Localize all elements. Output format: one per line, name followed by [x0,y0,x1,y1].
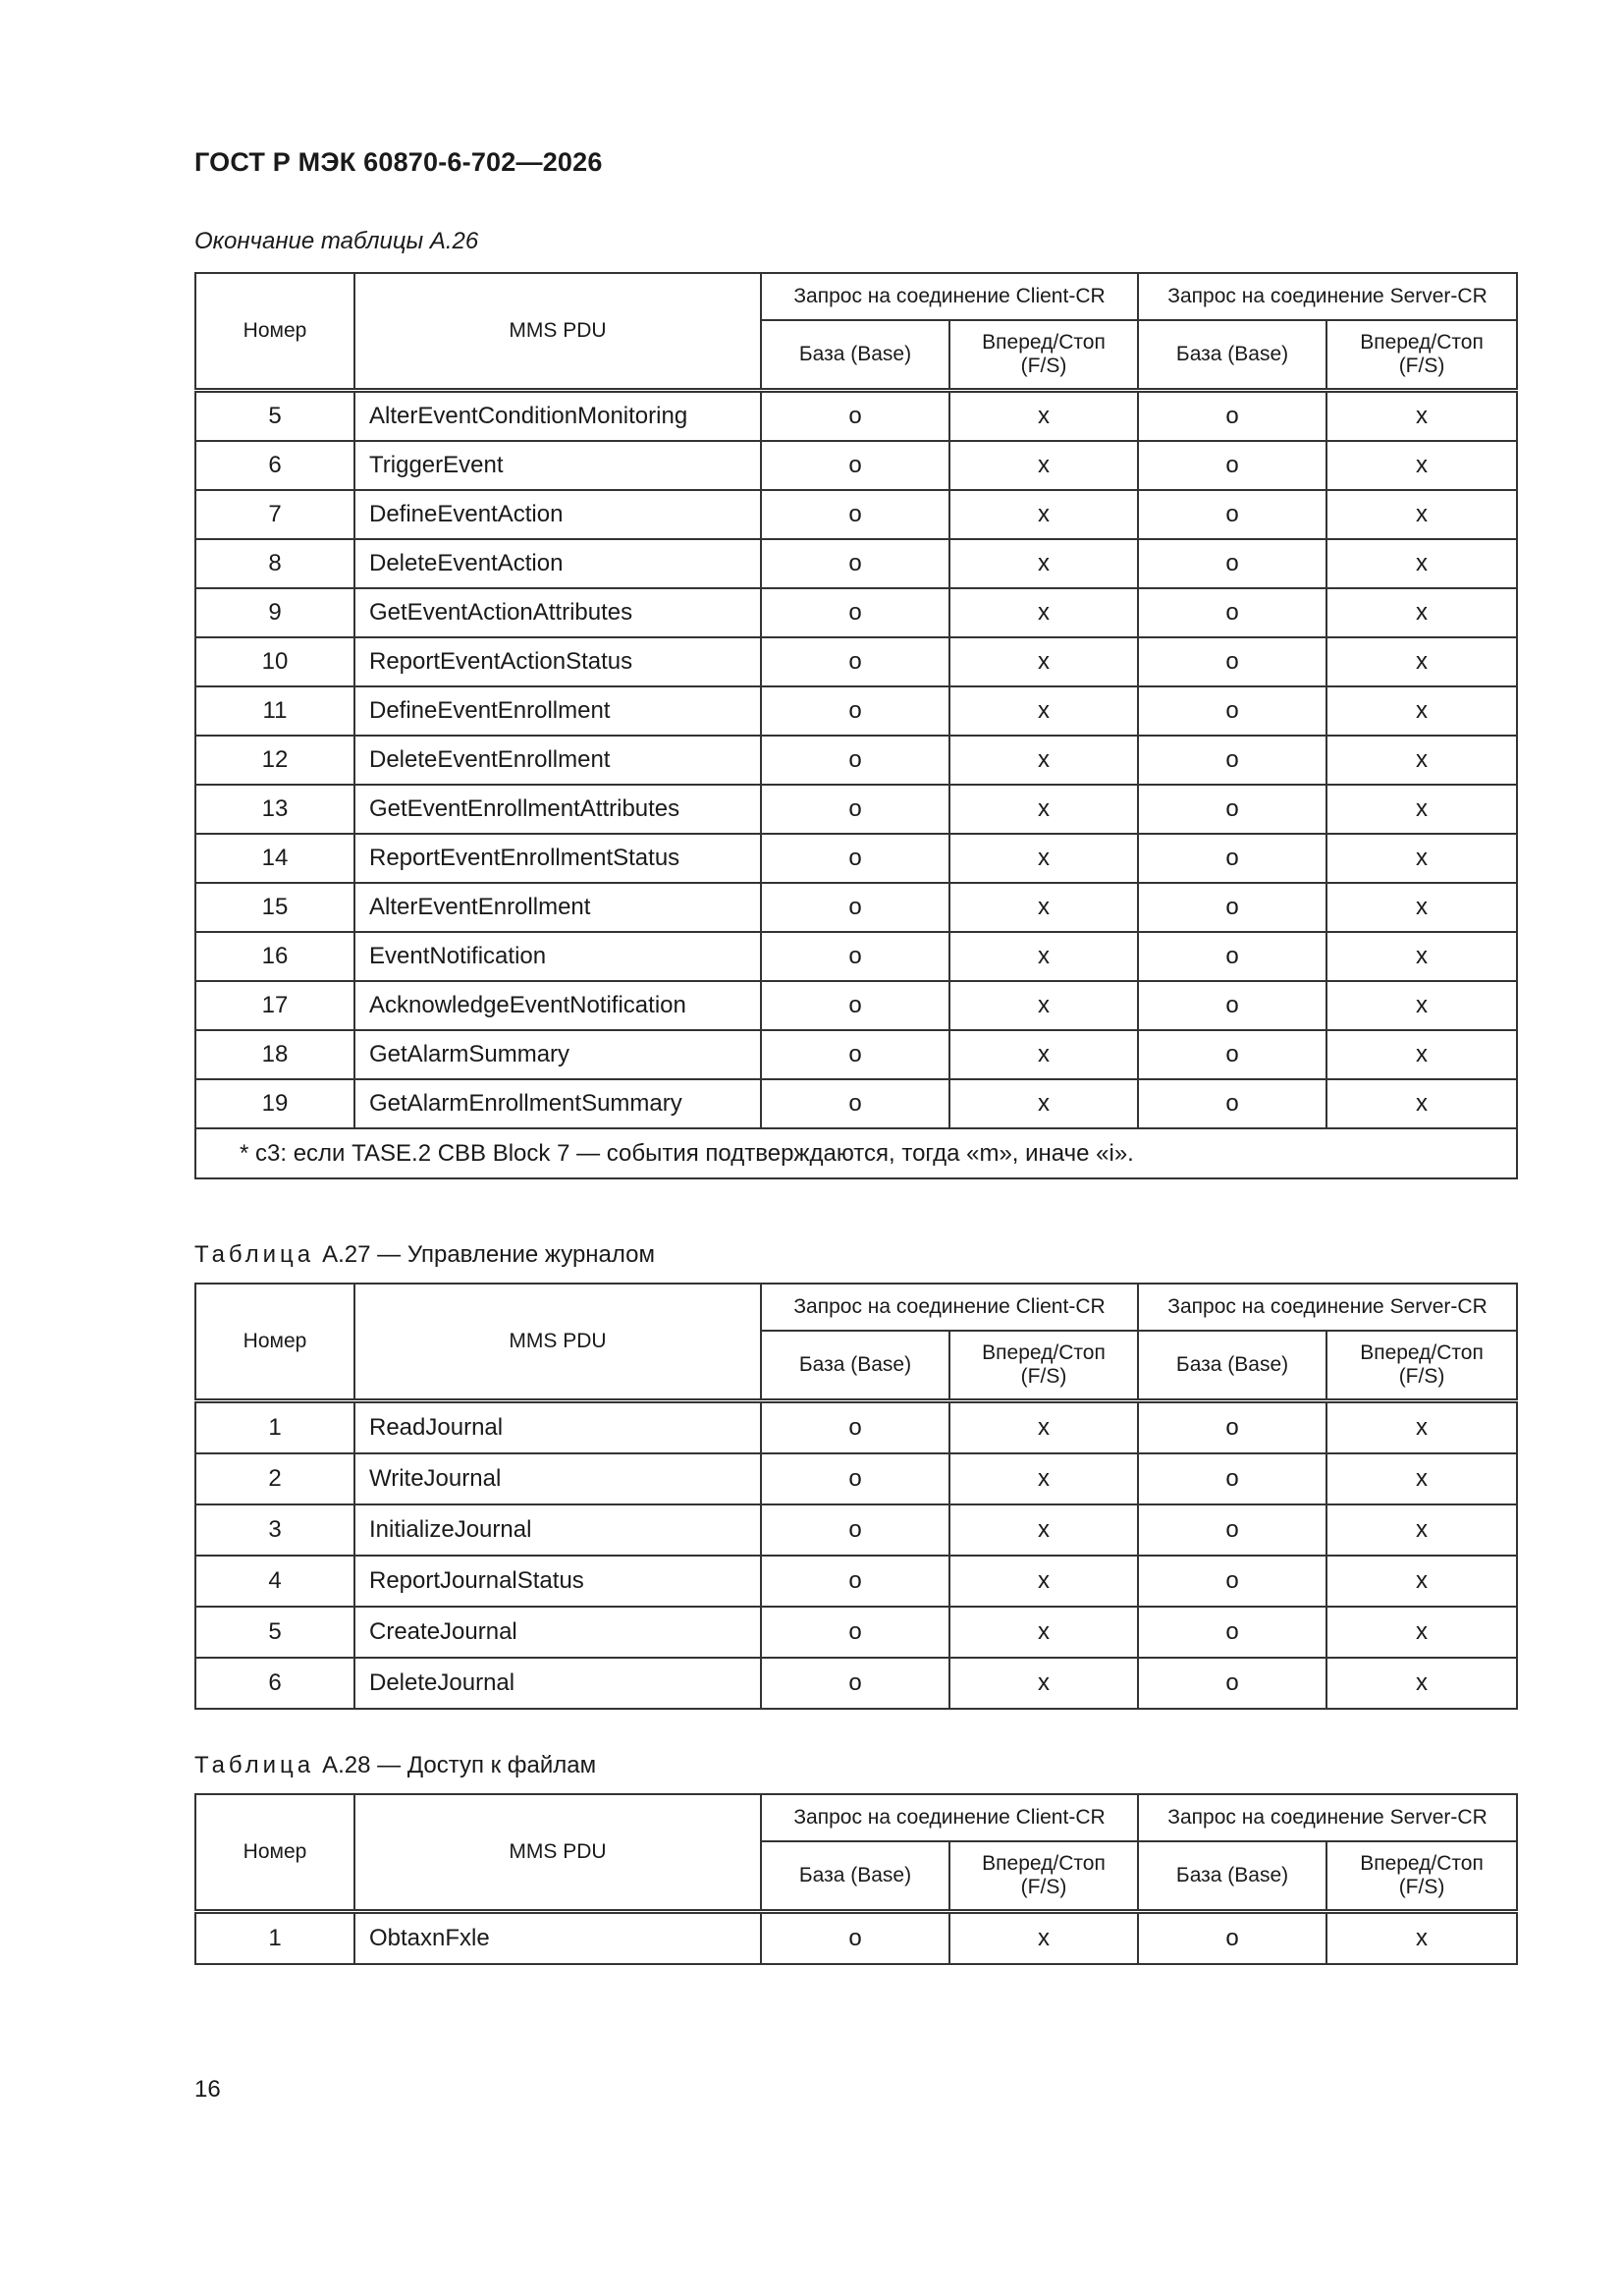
header-client-fs [949,1331,1138,1401]
table-row [195,1079,1517,1128]
header-server-base: База (Base) [1138,1841,1326,1912]
header-fs-line1: Вперед/Стоп [982,1852,1106,1875]
client-fs-cell: x [949,539,1138,588]
server-base-cell: o [1138,588,1326,637]
server-fs-cell: x [1326,490,1517,539]
client-base-cell: o [761,490,949,539]
header-server-cr: Запрос на соединение Server-CR [1138,1284,1517,1331]
client-base-cell: o [761,1658,949,1709]
server-base-cell: o [1138,1556,1326,1607]
client-base-cell: o [761,686,949,736]
client-fs-cell: x [949,686,1138,736]
row-number: 7 [195,490,354,539]
server-base-cell: o [1138,539,1326,588]
table-row [195,785,1517,834]
row-number: 6 [195,1658,354,1709]
server-base-cell: o [1138,1079,1326,1128]
header-server-cr: Запрос на соединение Server-CR [1138,1794,1517,1841]
table-row [195,1912,1517,1965]
server-base-cell: o [1138,1504,1326,1556]
table-row [195,490,1517,539]
client-base-cell: o [761,1453,949,1504]
table-row [195,539,1517,588]
client-fs-cell: x [949,1912,1138,1965]
server-base-cell: o [1138,981,1326,1030]
table-row [195,441,1517,490]
table-row [195,1504,1517,1556]
row-number: 3 [195,1504,354,1556]
client-base-cell: o [761,1401,949,1454]
server-base-cell: o [1138,834,1326,883]
client-base-cell: o [761,736,949,785]
header-fs-line2: (F/S) [1398,1365,1445,1388]
server-base-cell: o [1138,1401,1326,1454]
table-note-row [195,1128,1517,1178]
server-fs-cell: x [1326,883,1517,932]
server-base-cell: o [1138,1912,1326,1965]
header-client-base: База (Base) [761,1841,949,1912]
table-a27 [194,1283,1518,1710]
client-base-cell: o [761,1607,949,1658]
header-fs-line2: (F/S) [1398,355,1445,377]
header-number: Номер [195,273,354,391]
pdu-name: GetAlarmSummary [354,1030,761,1079]
pdu-name: AcknowledgeEventNotification [354,981,761,1030]
header-server-base: База (Base) [1138,320,1326,391]
server-fs-cell: x [1326,1912,1517,1965]
row-number: 6 [195,441,354,490]
pdu-name: DeleteEventEnrollment [354,736,761,785]
header-client-fs [949,1841,1138,1912]
server-fs-cell: x [1326,1658,1517,1709]
row-number: 1 [195,1912,354,1965]
server-fs-cell: x [1326,834,1517,883]
row-number: 9 [195,588,354,637]
header-fs-line2: (F/S) [1020,1365,1067,1388]
server-base-cell: o [1138,1607,1326,1658]
table-row [195,932,1517,981]
client-base-cell: o [761,1030,949,1079]
row-number: 5 [195,1607,354,1658]
table-row [195,834,1517,883]
server-fs-cell: x [1326,637,1517,686]
pdu-name: AlterEventConditionMonitoring [354,391,761,442]
header-fs-line2: (F/S) [1020,355,1067,377]
header-client-cr: Запрос на соединение Client-CR [761,1794,1138,1841]
client-base-cell: o [761,1504,949,1556]
page-number: 16 [194,2076,221,2103]
caption-word: Таблица [194,1752,315,1778]
row-number: 1 [195,1401,354,1454]
table-row [195,588,1517,637]
header-fs-line1: Вперед/Стоп [982,331,1106,354]
client-fs-cell: x [949,1453,1138,1504]
client-fs-cell: x [949,490,1138,539]
header-client-base: База (Base) [761,320,949,391]
table-row [195,981,1517,1030]
pdu-name: WriteJournal [354,1453,761,1504]
pdu-name: ReportJournalStatus [354,1556,761,1607]
pdu-name: GetEventEnrollmentAttributes [354,785,761,834]
client-fs-cell: x [949,391,1138,442]
client-fs-cell: x [949,441,1138,490]
server-fs-cell: x [1326,1607,1517,1658]
row-number: 11 [195,686,354,736]
client-fs-cell: x [949,785,1138,834]
pdu-name: TriggerEvent [354,441,761,490]
pdu-name: DefineEventEnrollment [354,686,761,736]
server-fs-cell: x [1326,539,1517,588]
server-base-cell: o [1138,883,1326,932]
client-fs-cell: x [949,883,1138,932]
client-base-cell: o [761,932,949,981]
table-row [195,883,1517,932]
table-row [195,1453,1517,1504]
client-base-cell: o [761,883,949,932]
client-base-cell: o [761,441,949,490]
server-fs-cell: x [1326,1504,1517,1556]
server-base-cell: o [1138,1658,1326,1709]
header-client-base: База (Base) [761,1331,949,1401]
header-server-base: База (Base) [1138,1331,1326,1401]
caption-word: Таблица [194,1241,315,1268]
table-a26 [194,272,1518,1179]
client-fs-cell: x [949,1607,1138,1658]
client-fs-cell: x [949,981,1138,1030]
header-fs-line2: (F/S) [1398,1876,1445,1898]
server-base-cell: o [1138,1453,1326,1504]
server-base-cell: o [1138,490,1326,539]
pdu-name: ReportEventEnrollmentStatus [354,834,761,883]
server-fs-cell: x [1326,981,1517,1030]
table-row [195,1607,1517,1658]
header-server-fs [1326,1331,1517,1401]
table-row [195,391,1517,442]
header-mms-pdu: MMS PDU [354,1284,761,1401]
row-number: 13 [195,785,354,834]
client-base-cell: o [761,391,949,442]
header-server-fs [1326,320,1517,391]
server-fs-cell: x [1326,1079,1517,1128]
row-number: 12 [195,736,354,785]
header-fs-line1: Вперед/Стоп [1360,1852,1484,1875]
client-fs-cell: x [949,736,1138,785]
table-row [195,686,1517,736]
row-number: 18 [195,1030,354,1079]
client-fs-cell: x [949,1401,1138,1454]
row-number: 16 [195,932,354,981]
row-number: 4 [195,1556,354,1607]
server-fs-cell: x [1326,1401,1517,1454]
header-number: Номер [195,1284,354,1401]
header-client-fs [949,320,1138,391]
header-fs-line1: Вперед/Стоп [1360,331,1484,354]
client-fs-cell: x [949,1556,1138,1607]
server-fs-cell: x [1326,1556,1517,1607]
pdu-name: DeleteEventAction [354,539,761,588]
server-fs-cell: x [1326,785,1517,834]
row-number: 15 [195,883,354,932]
server-fs-cell: x [1326,391,1517,442]
header-mms-pdu: MMS PDU [354,273,761,391]
server-base-cell: o [1138,1030,1326,1079]
server-fs-cell: x [1326,588,1517,637]
pdu-name: CreateJournal [354,1607,761,1658]
server-base-cell: o [1138,785,1326,834]
client-base-cell: o [761,834,949,883]
caption-title: А.28 — Доступ к файлам [322,1752,597,1778]
pdu-name: ReadJournal [354,1401,761,1454]
pdu-name: GetAlarmEnrollmentSummary [354,1079,761,1128]
client-fs-cell: x [949,834,1138,883]
server-base-cell: o [1138,391,1326,442]
server-fs-cell: x [1326,1030,1517,1079]
client-fs-cell: x [949,1079,1138,1128]
header-server-cr: Запрос на соединение Server-CR [1138,273,1517,320]
header-mms-pdu: MMS PDU [354,1794,761,1912]
client-base-cell: o [761,539,949,588]
client-base-cell: o [761,588,949,637]
server-fs-cell: x [1326,932,1517,981]
row-number: 19 [195,1079,354,1128]
client-fs-cell: x [949,1658,1138,1709]
client-fs-cell: x [949,1030,1138,1079]
caption-title: А.27 — Управление журналом [322,1241,656,1268]
table-row [195,736,1517,785]
table-a28 [194,1793,1518,1965]
server-base-cell: o [1138,686,1326,736]
continuation-caption: Окончание таблицы А.26 [194,228,479,254]
table-row [195,1030,1517,1079]
client-fs-cell: x [949,637,1138,686]
header-fs-line1: Вперед/Стоп [1360,1341,1484,1364]
caption-table-a28 [194,1752,596,1779]
client-base-cell: o [761,1912,949,1965]
client-base-cell: o [761,1556,949,1607]
row-number: 17 [195,981,354,1030]
row-number: 10 [195,637,354,686]
server-fs-cell: x [1326,441,1517,490]
pdu-name: DefineEventAction [354,490,761,539]
header-number: Номер [195,1794,354,1912]
header-fs-line2: (F/S) [1020,1876,1067,1898]
caption-table-a27 [194,1241,655,1269]
pdu-name: GetEventActionAttributes [354,588,761,637]
pdu-name: DeleteJournal [354,1658,761,1709]
header-fs-line1: Вперед/Стоп [982,1341,1106,1364]
server-base-cell: o [1138,932,1326,981]
table-row [195,1556,1517,1607]
pdu-name: EventNotification [354,932,761,981]
header-client-cr: Запрос на соединение Client-CR [761,273,1138,320]
header-server-fs [1326,1841,1517,1912]
client-fs-cell: x [949,1504,1138,1556]
pdu-name: InitializeJournal [354,1504,761,1556]
client-base-cell: o [761,981,949,1030]
row-number: 14 [195,834,354,883]
pdu-name: ObtaxnFxle [354,1912,761,1965]
server-base-cell: o [1138,736,1326,785]
client-base-cell: o [761,785,949,834]
row-number: 2 [195,1453,354,1504]
client-base-cell: o [761,1079,949,1128]
client-base-cell: o [761,637,949,686]
server-base-cell: o [1138,637,1326,686]
table-note: * c3: если TASE.2 CBB Block 7 — события подтверждаются, тогда «m», иначе «i». [195,1128,1517,1178]
pdu-name: AlterEventEnrollment [354,883,761,932]
server-base-cell: o [1138,441,1326,490]
pdu-name: ReportEventActionStatus [354,637,761,686]
server-fs-cell: x [1326,686,1517,736]
document-header: ГОСТ Р МЭК 60870-6-702—2026 [194,147,603,177]
table-row [195,637,1517,686]
table-row [195,1658,1517,1709]
server-fs-cell: x [1326,1453,1517,1504]
row-number: 5 [195,391,354,442]
server-fs-cell: x [1326,736,1517,785]
client-fs-cell: x [949,932,1138,981]
row-number: 8 [195,539,354,588]
table-row [195,1401,1517,1454]
header-client-cr: Запрос на соединение Client-CR [761,1284,1138,1331]
client-fs-cell: x [949,588,1138,637]
